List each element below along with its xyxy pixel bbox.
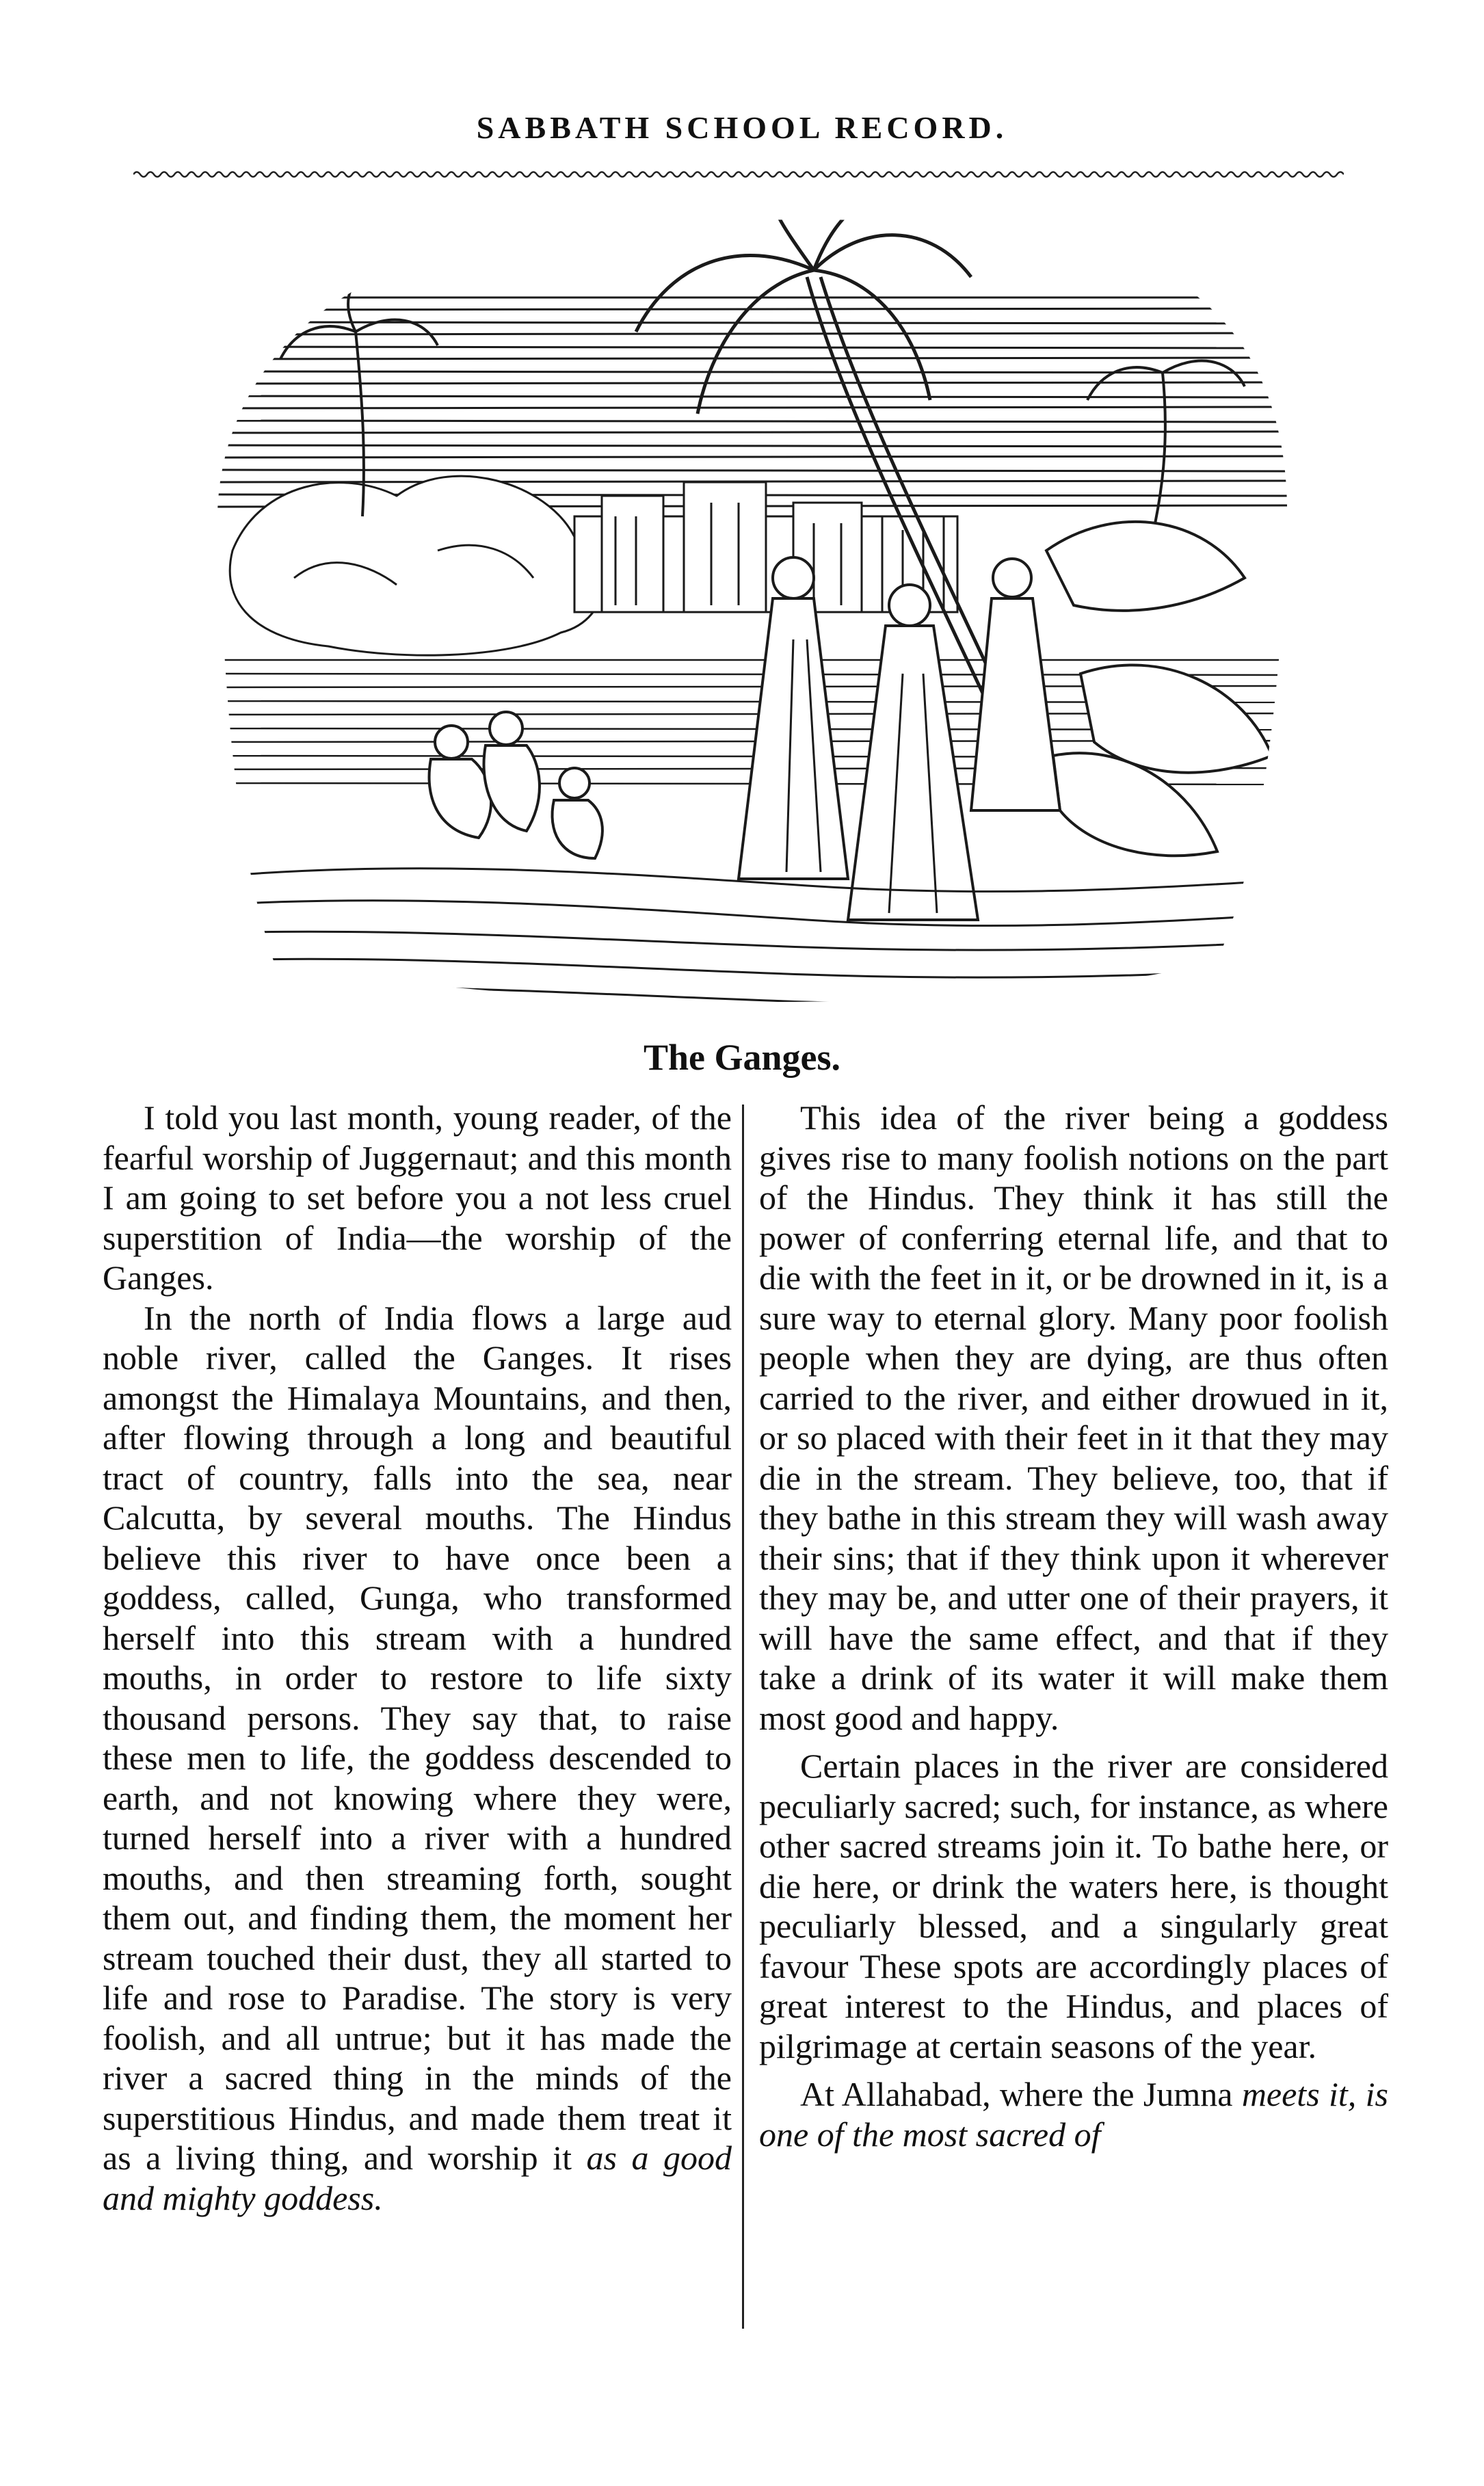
- paragraph: [759, 2074, 1388, 2154]
- paragraph: Certain places in the river are considered peculiarly sacred; such, for instance, as where other sacred streams join it. To bathe here, or die here, or drink the waters here, is thought peculiarly blessed, and a singularly great favour These spots are accordingly places of great interest to the Hindus, and places of pilgrimage at certain seasons of the year.: [759, 1747, 1388, 2065]
- right-column: [759, 1098, 1388, 2154]
- running-header: SABBATH SCHOOL RECORD.: [476, 110, 1008, 145]
- paragraph: I told you last month, young reader, of the fearful worship of Juggernaut; and this month I am going to set before you a not less cruel superstition of India—the worship of the Ganges.: [103, 1098, 732, 1297]
- ganges-engraving-illustration: [191, 195, 1313, 1026]
- paragraph-text: In the north of India flows a large aud noble river, called the Ganges. It rises amongst the Himalaya Mountains, and then, after flowing through a long and beautiful tract of country, falls into the sea, near Calcutta, by several mouths. The Hindus believe this river to have once been a goddess, called, Gunga, who transformed herself into this stream with a hundred mouths, in order to restore to life sixty thousand persons. They say that, to raise these men to life, the goddess descended to earth, and not knowing where they were, turned herself into a river with a hundred mouths, and then streaming forth, sought them out, and finding them, the moment her stream touched their dust, they all started to life and rose to Paradise. The story is very foolish, and all untrue; but it has made the river a sacred thing in the minds of the superstitious Hindus, and made them treat it as a living thing, and worship it: [103, 1298, 732, 2177]
- paragraph-italic-ending: as a good and mighty goddess.: [103, 2139, 732, 2217]
- paragraph: This idea of the river being a goddess gives rise to many foolish notions on the part of the Hindus. They think it has still the power of conferring eternal life, and that to die with the feet in it, or be drowned in it, is a sure way to eternal glory. Many poor foolish people when they are dying, are thus often carried to the river, and either drowued in it, or so placed with their feet in it that they may die in the stream. They believe, too, that if they bathe in this stream they will wash away their sins; that if they think upon it wherever they may be, and utter one of their prayers, it will have the same effect, and that if they take a drink of its water it will make them most good and happy.: [759, 1098, 1388, 1737]
- paragraph-text: At Allahabad, where the Jumna: [800, 2075, 1233, 2113]
- left-column: [103, 1098, 732, 2218]
- illustration-caption: The Ganges.: [643, 1037, 841, 1078]
- paragraph: [103, 1298, 732, 2219]
- ornamental-rule: [133, 170, 1344, 179]
- column-divider: [742, 1105, 744, 2329]
- paragraph-italic-continuation: meets it, is one of the most sacred of: [759, 2075, 1389, 2154]
